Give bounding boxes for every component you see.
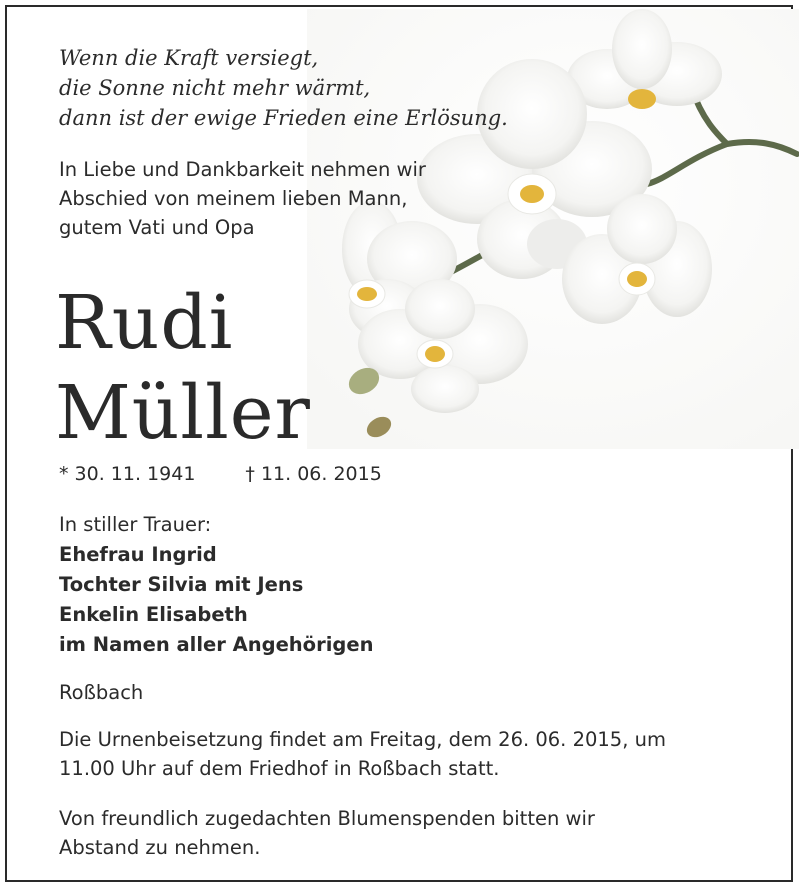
- birth-date: * 30. 11. 1941: [59, 463, 196, 485]
- mourners-heading: In stiller Trauer:: [59, 513, 212, 536]
- poem: [59, 43, 508, 133]
- flowers-line: Von freundlich zugedachten Blumenspenden bitten wir: [59, 807, 595, 830]
- burial-line: Die Urnenbeisetzung findet am Freitag, dem 26. 06. 2015, um: [59, 728, 666, 751]
- mourner-name: Tochter Silvia mit Jens: [59, 573, 304, 596]
- intro-text: [59, 155, 426, 242]
- life-dates: [59, 461, 382, 487]
- death-date: † 11. 06. 2015: [245, 463, 382, 485]
- burial-notice: [59, 725, 666, 783]
- mourner-name: Enkelin Elisabeth: [59, 603, 248, 626]
- deceased-first-name: Rudi: [55, 280, 234, 366]
- flowers-line: Abstand zu nehmen.: [59, 836, 261, 859]
- poem-line: dann ist der ewige Frieden eine Erlösung.: [59, 106, 508, 130]
- poem-line: die Sonne nicht mehr wärmt,: [59, 76, 371, 100]
- intro-line: Abschied von meinem lieben Mann,: [59, 187, 408, 210]
- place-name: Roßbach: [59, 681, 144, 704]
- burial-line: 11.00 Uhr auf dem Friedhof in Roßbach statt.: [59, 757, 500, 780]
- flowers-notice: [59, 804, 595, 862]
- mourner-name: Ehefrau Ingrid: [59, 543, 217, 566]
- obituary-card: [5, 5, 793, 882]
- mourners: [59, 510, 373, 660]
- poem-line: Wenn die Kraft versiegt,: [59, 46, 319, 70]
- intro-line: In Liebe und Dankbarkeit nehmen wir: [59, 158, 426, 181]
- mourner-name: im Namen aller Angehörigen: [59, 633, 374, 656]
- intro-line: gutem Vati und Opa: [59, 216, 255, 239]
- deceased-last-name: Müller: [55, 370, 311, 456]
